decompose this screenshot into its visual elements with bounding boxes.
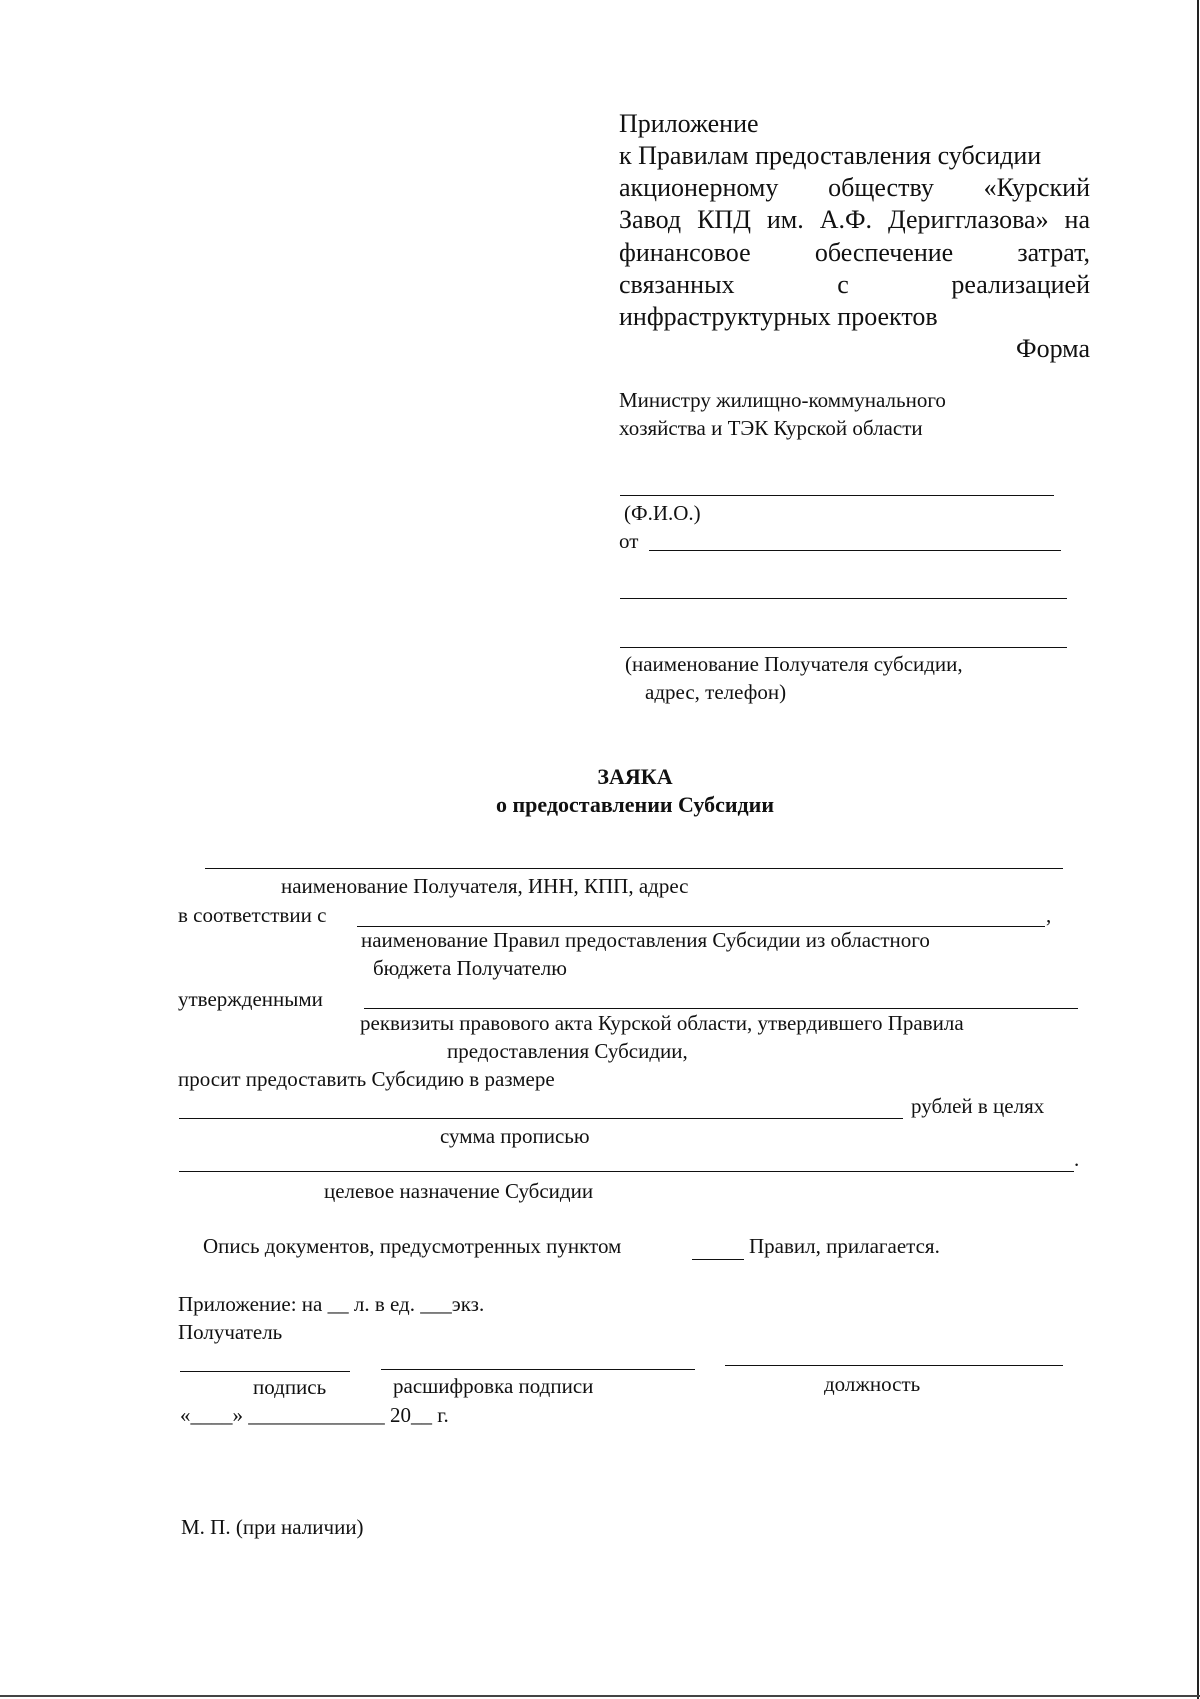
from-line[interactable]: [649, 550, 1061, 551]
rules-caption-line-2: бюджета Получателю: [373, 956, 567, 980]
request-text: просит предоставить Субсидию в размере: [178, 1067, 555, 1091]
rules-name-line[interactable]: [357, 926, 1045, 927]
clause-number-line[interactable]: [692, 1259, 744, 1260]
sum-line[interactable]: [179, 1118, 903, 1119]
appendix-line-4: финансовое обеспечение затрат,: [619, 238, 1090, 267]
purpose-line[interactable]: [179, 1171, 1074, 1172]
recipient-line-1[interactable]: [620, 598, 1067, 599]
document-title: ЗАЯКА: [597, 764, 673, 789]
appendix-line-6: инфраструктурных проектов: [619, 302, 938, 331]
position-line[interactable]: [725, 1365, 1063, 1366]
appendix-line-3: Завод КПД им. А.Ф. Деригглазова» на: [619, 205, 1090, 234]
appendix-heading: Приложение: [619, 109, 759, 138]
attachment-text: Приложение: на __ л. в ед. ___экз.: [178, 1292, 485, 1316]
fio-caption: (Ф.И.О.): [624, 501, 701, 525]
date-field[interactable]: «____» _____________ 20__ г.: [180, 1403, 449, 1427]
decoding-caption: расшифровка подписи: [393, 1374, 594, 1398]
sum-caption: сумма прописью: [440, 1124, 590, 1148]
recipient-caption-line-1: (наименование Получателя субсидии,: [625, 652, 963, 676]
act-caption-line-1: реквизиты правового акта Курской области, утвердившего Правила: [360, 1011, 964, 1035]
rules-caption-line-1: наименование Правил предоставления Субсидии из областного: [361, 928, 930, 952]
inventory-text-after: Правил, прилагается.: [749, 1234, 940, 1258]
legal-act-line[interactable]: [364, 1008, 1078, 1009]
recipient-name-line[interactable]: [205, 868, 1063, 869]
scan-edge-right: [1197, 0, 1199, 1699]
position-caption: должность: [824, 1372, 921, 1396]
addressee-line-1: Министру жилищно-коммунального: [619, 388, 946, 412]
act-caption-line-2: предоставления Субсидии,: [447, 1039, 688, 1063]
rules-comma: ,: [1046, 903, 1052, 927]
recipient-caption-line-2: адрес, телефон): [645, 680, 787, 704]
from-prefix: от: [619, 529, 639, 553]
inventory-text-before: Опись документов, предусмотренных пунктом: [203, 1234, 622, 1258]
signature-decoding-line[interactable]: [381, 1369, 695, 1370]
appendix-line-5: связанных с реализацией: [619, 270, 1090, 299]
form-label: Форма: [1016, 334, 1090, 363]
appendix-line-1: к Правилам предоставления субсидии: [619, 141, 1042, 170]
stamp-text: М. П. (при наличии): [181, 1515, 364, 1539]
signature-line[interactable]: [180, 1371, 350, 1372]
document-subtitle: о предоставлении Субсидии: [495, 792, 775, 817]
addressee-line-2: хозяйства и ТЭК Курской области: [619, 416, 923, 440]
purpose-period: .: [1074, 1147, 1080, 1171]
rubles-suffix: рублей в целях: [911, 1094, 1045, 1118]
recipient-line-2[interactable]: [620, 647, 1067, 648]
fio-line[interactable]: [620, 495, 1054, 496]
purpose-caption: целевое назначение Субсидии: [324, 1179, 594, 1203]
accordance-prefix: в соответствии с: [178, 903, 327, 927]
recipient-label: Получатель: [178, 1320, 283, 1344]
appendix-line-2: акционерному обществу «Курский: [619, 173, 1090, 202]
scan-edge-bottom: [0, 1695, 1200, 1697]
signature-caption: подпись: [253, 1375, 327, 1399]
approved-prefix: утвержденными: [178, 987, 323, 1011]
recipient-name-caption: наименование Получателя, ИНН, КПП, адрес: [281, 874, 689, 898]
